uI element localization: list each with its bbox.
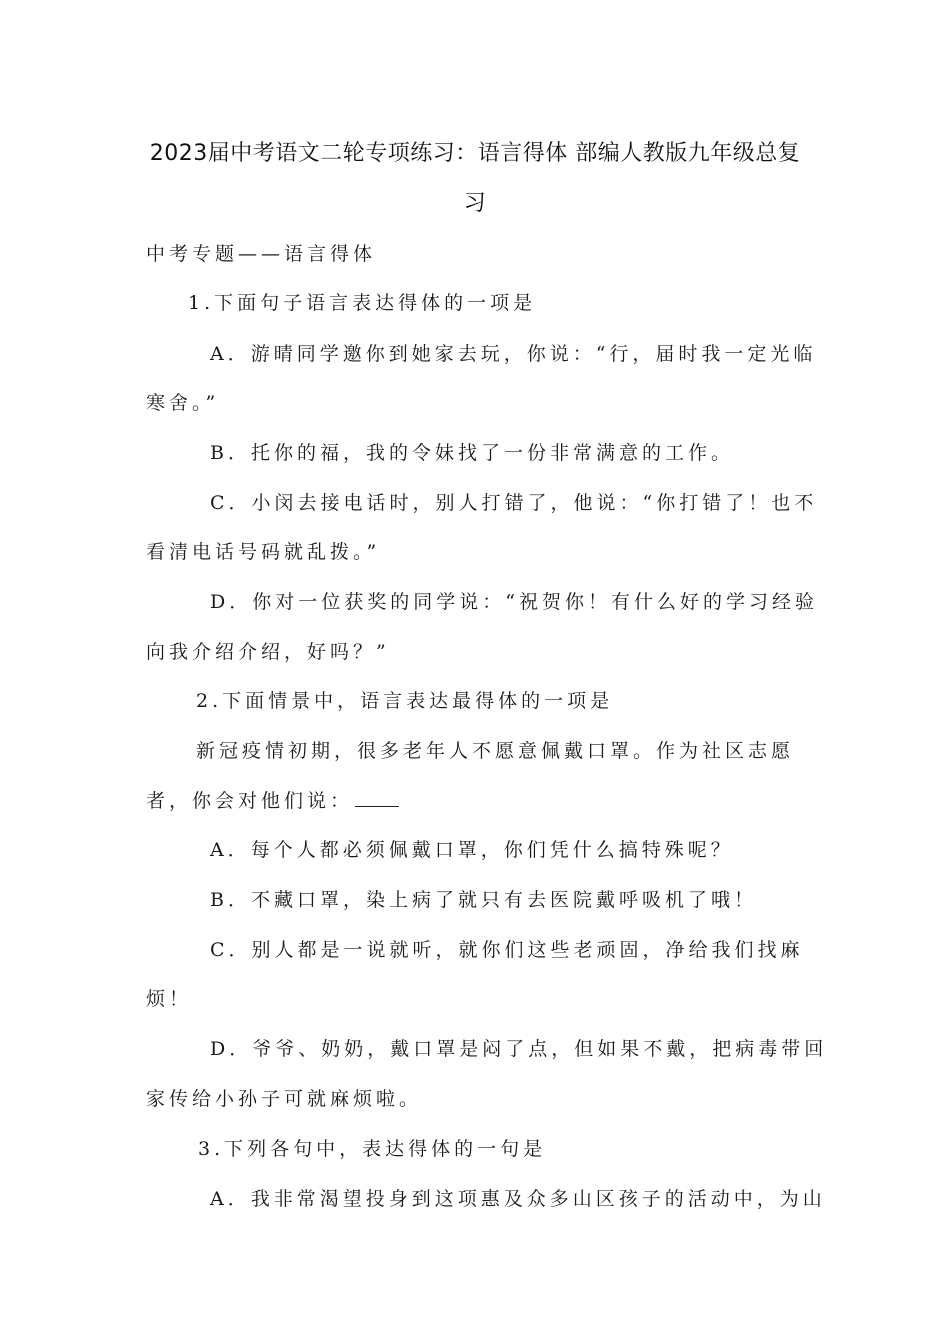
- answer-blank: [355, 792, 399, 807]
- q2-option-c-line-2: 烦！: [146, 988, 193, 1010]
- q1-option-c-line-2: 看清电话号码就乱拨。”: [146, 541, 381, 563]
- q2-context-line-1: 新冠疫情初期，很多老年人不愿意佩戴口罩。作为社区志愿: [196, 740, 795, 762]
- q1-option-c-line-1: C．小闵去接电话时，别人打错了，他说：“你打错了！也不: [210, 492, 818, 514]
- q3-option-a-line-1: A．我非常渴望投身到这项惠及众多山区孩子的活动中，为山: [210, 1188, 826, 1210]
- q1-option-a-line-2: 寒舍。”: [146, 392, 220, 414]
- q2-option-b: B．不藏口罩，染上病了就只有去医院戴呼吸机了哦！: [210, 889, 757, 911]
- q2-option-c-line-1: C．别人都是一说就听，就你们这些老顽固，净给我们找麻: [210, 939, 804, 961]
- section-heading: 中考专题——语言得体: [146, 243, 377, 265]
- q1-option-a-line-1: A．游晴同学邀你到她家去玩，你说：“行，届时我一定光临: [210, 343, 817, 365]
- q1-stem: 1.下面句子语言表达得体的一项是: [188, 292, 537, 314]
- q2-option-d-line-1: D．爷爷、奶奶，戴口罩是闷了点，但如果不戴，把病毒带回: [210, 1038, 828, 1060]
- q2-context-line-2-wrap: [146, 786, 810, 813]
- document-title-line-2: 习: [463, 191, 487, 216]
- q2-stem: 2.下面情景中，语言表达最得体的一项是: [196, 690, 614, 712]
- q3-stem: 3.下列各句中，表达得体的一句是: [198, 1138, 547, 1160]
- q2-option-d-line-2: 家传给小孙子可就麻烦啦。: [146, 1088, 423, 1110]
- document-title-line-1: 2023届中考语文二轮专项练习：语言得体 部编人教版九年级总复: [149, 141, 801, 166]
- q1-option-d-line-1: D．你对一位获奖的同学说：“祝贺你！有什么好的学习经验: [210, 591, 818, 613]
- q2-option-a: A．每个人都必须佩戴口罩，你们凭什么搞特殊呢？: [210, 839, 734, 861]
- q1-option-d-line-2: 向我介绍介绍，好吗？”: [146, 641, 390, 663]
- q2-context-line-2: 者，你会对他们说：: [146, 790, 354, 812]
- q1-option-b: B．托你的福，我的令妹找了一份非常满意的工作。: [210, 442, 734, 464]
